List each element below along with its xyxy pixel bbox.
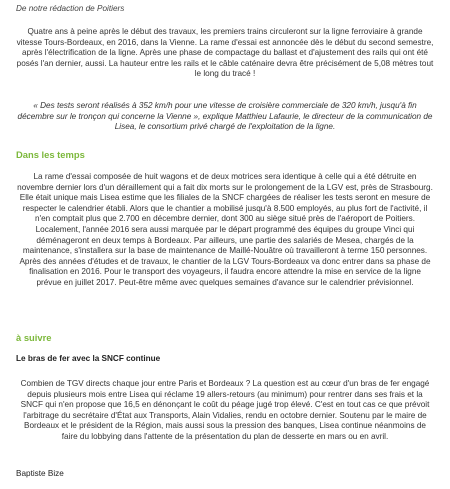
- article-subheading: Le bras de fer avec la SNCF continue: [16, 354, 161, 363]
- article-paragraph-2: La rame d'essai composée de huit wagons et de deux motrices sera identique à celle qui a été détruite en novembre dernier lors d'un déraillement qui a fait dix morts sur le prolongement de la LGV est, près de Strasbourg. Elle était unique mais Lisea estime que les filiales de la SNCF chargées de réaliser les tests seront en mesure de respecter le calendrier établi. Alors que le chantier a mobilisé jusqu'à 8.500 employés, au plus fort de l'activité, il n'en comptait plus que 2.700 en décembre dernier, dont 300 au siège situé près de l'aéroport de Poitiers. Localement, l'année 2016 sera aussi marquée par le départ programmé des équipes du groupe Vinci qui déménageront en deux temps à Bordeaux. Par ailleurs, une partie des salariés de Mesea, chargés de la maintenance, s'installera sur la base de maintenance de Maillé-Nouâtre où travailleront à terme 150 personnes. Après des années d'études et de travaux, le chantier de la LGV Tours-Bordeaux va donc entrer dans sa phase de finalisation en 2016. Pour le transport des voyageurs, il faudra encore attendre la mise en service de la ligne prévue en juillet 2017. Peut-être même avec quelques semaines d'avance sur le calendrier prévisionnel.: [17, 172, 433, 287]
- article-quote: « Des tests seront réalisés à 352 km/h pour une vitesse de croisière commerciale de 320 km/h, jusqu'à fin décembre sur le tronçon qui concerne la Vienne », explique Matthieu Lafaurie, le directeur de la communication de Lisea, le consortium privé chargé de l'exploitation de la ligne.: [17, 101, 433, 132]
- article-paragraph-1: Quatre ans à peine après le début des travaux, les premiers trains circuleront sur la ligne ferroviaire à grande vitesse Tours-Bordeaux, en 2016, dans la Vienne. La rame d'essai est annoncée dès le début du second semestre, après l'électrification de la ligne. Après une phase de compactage du ballast et d'ajustement des rails qui ont été posés l'an dernier, aussi. La hauteur entre les rails et le câble caténaire devra être précisément de 5,08 mètres tout le long du tracé !: [16, 27, 434, 79]
- section-heading-a-suivre: à suivre: [16, 332, 52, 343]
- article-paragraph-3: Combien de TGV directs chaque jour entre Paris et Bordeaux ? La question est au cœur d'un bras de fer engagé depuis plusieurs mois entre Lisea qui réclame 19 allers-retours (au minimum) pour rentrer dans ses frais et la SNCF qui n'en propose que 16,5 en dénonçant le coût du péage jugé trop élevé. C'est en tout cas ce que prévoit l'arbitrage du secrétaire d'État aux Transports, Alain Vidalies, rendu en octobre dernier. Soutenu par le maire de Bordeaux et le président de la Région, mais aussi sous la pression des banques, Lisea continue néanmoins de faire du lobbying dans l'attente de la présentation du plan de desserte en mars ou en avril.: [20, 379, 430, 441]
- article-intro: De notre rédaction de Poitiers: [16, 4, 125, 13]
- author-signature: Baptiste Bize: [16, 469, 64, 478]
- section-heading-dans-les-temps: Dans les temps: [16, 149, 85, 160]
